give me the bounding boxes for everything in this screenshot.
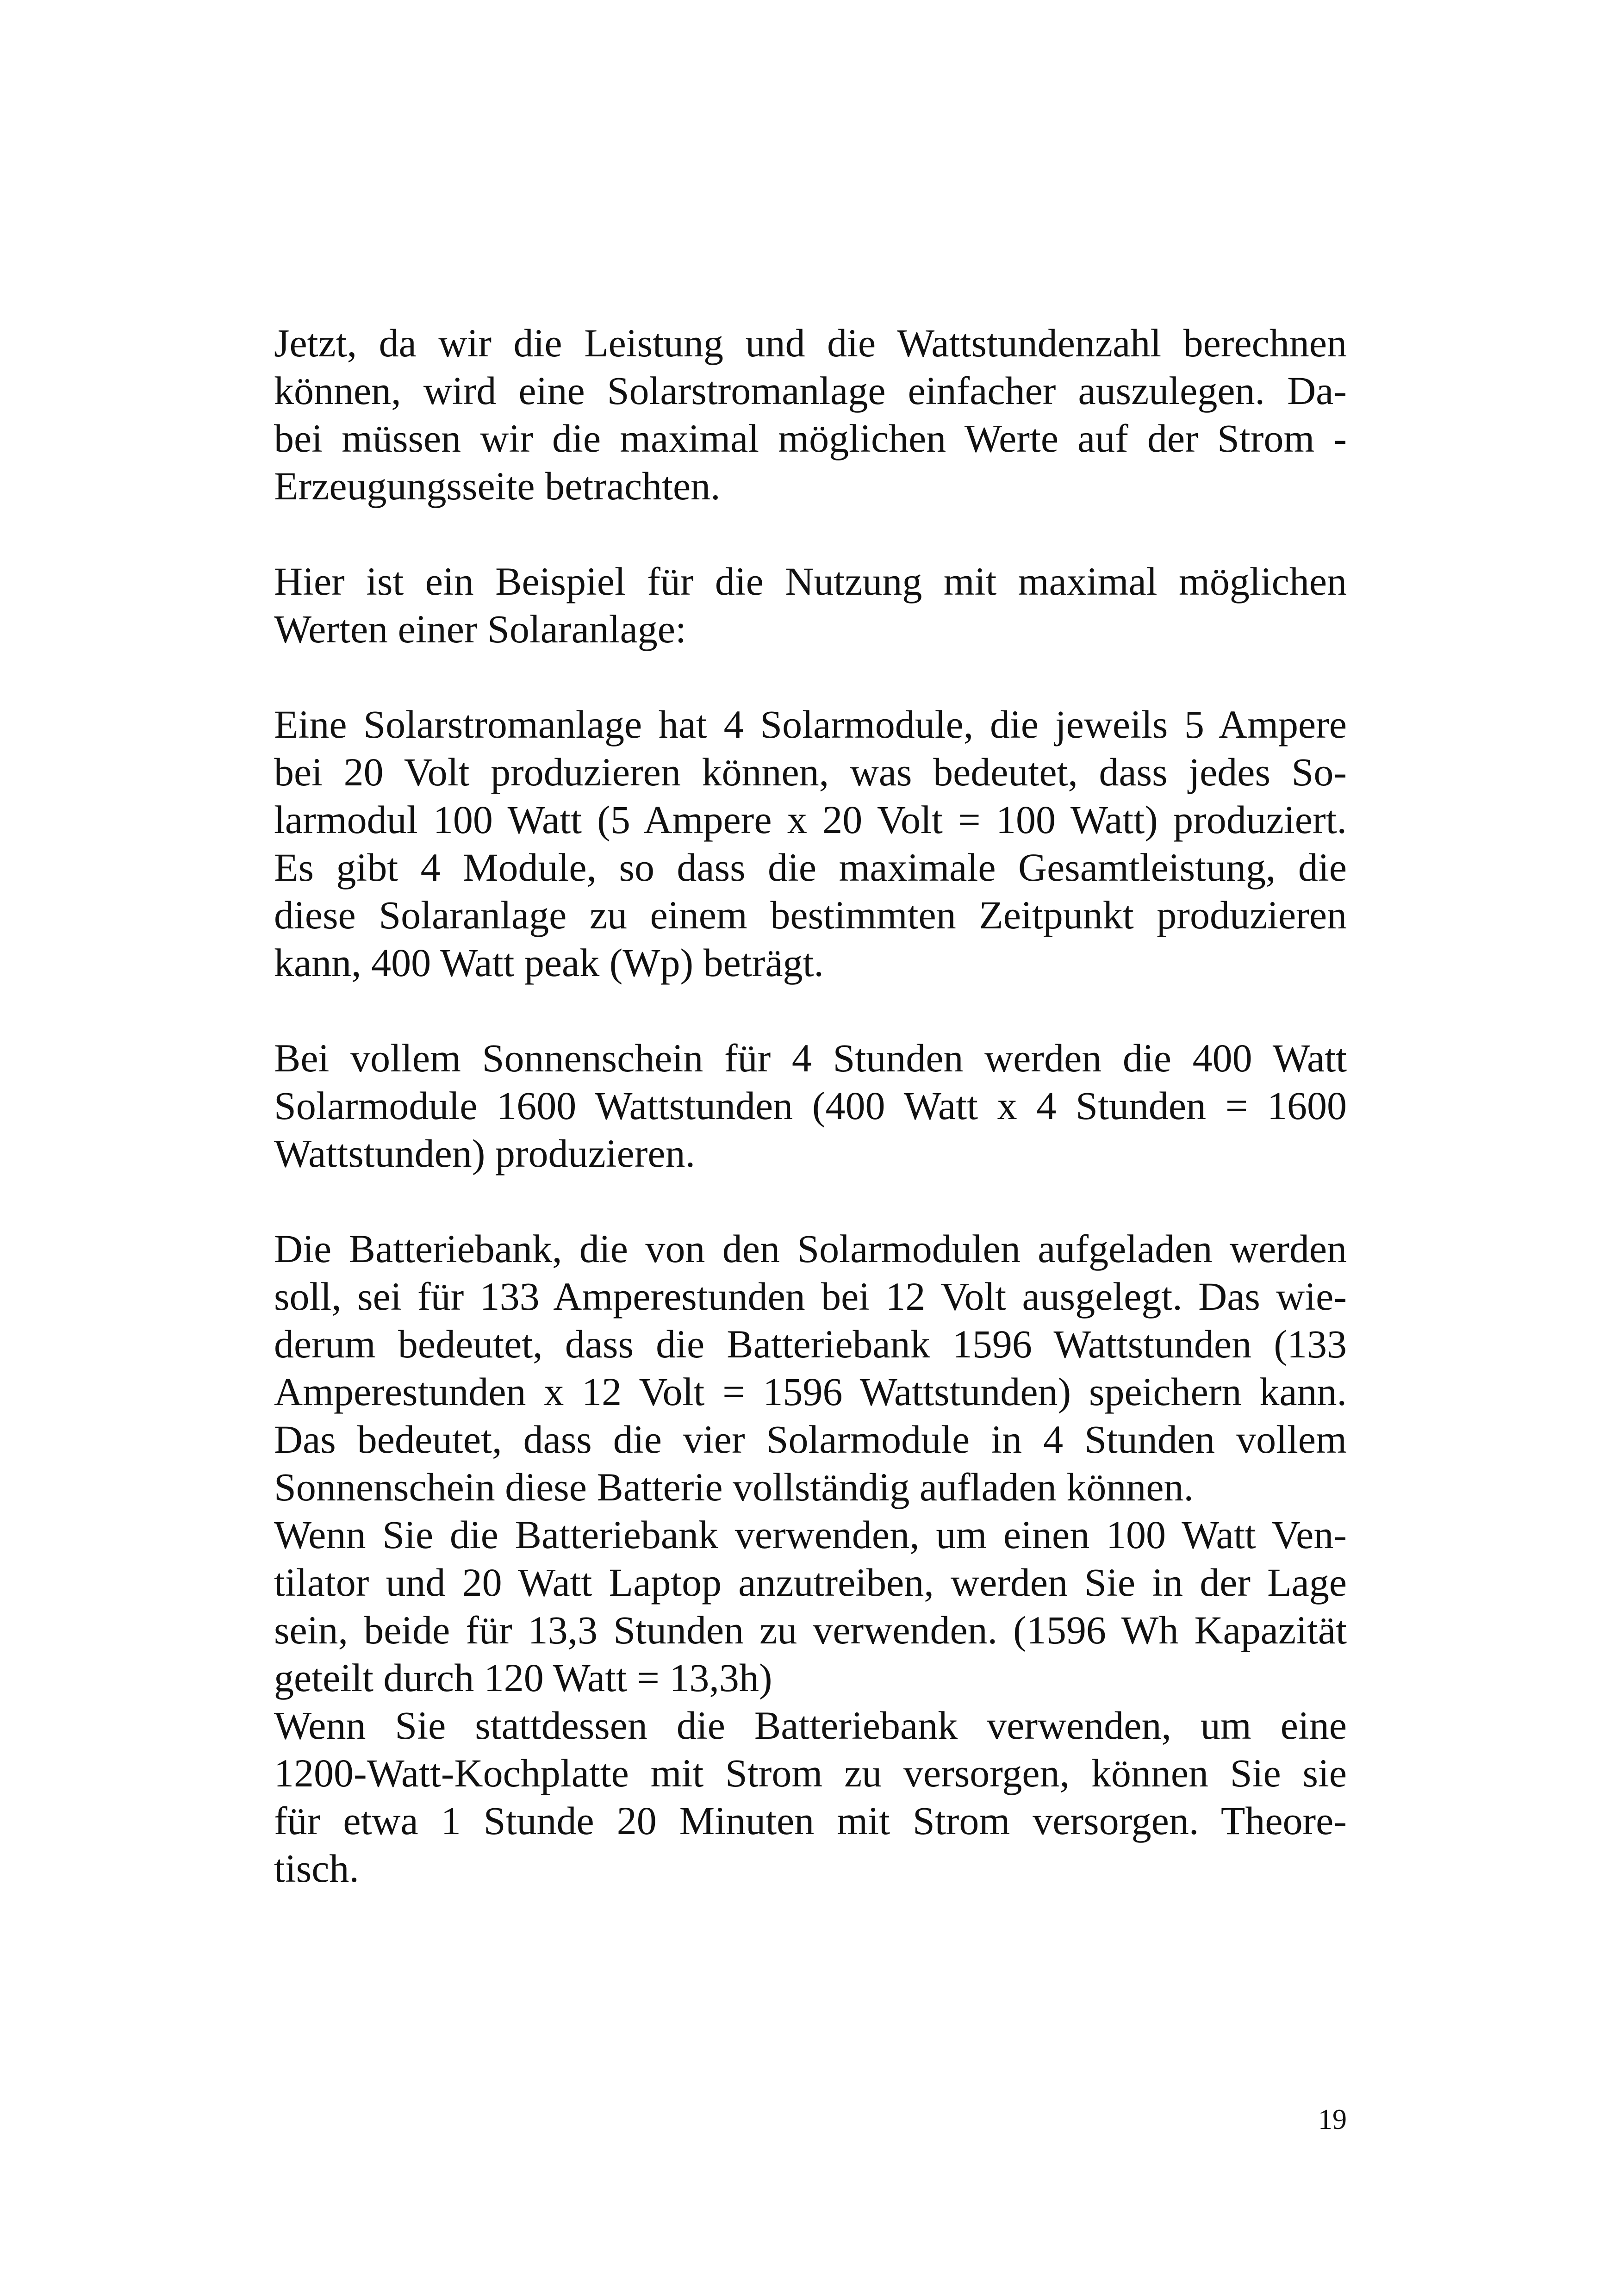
- text-line: Wenn Sie stattdessen die Batteriebank verwenden, um eine: [274, 1703, 1347, 1748]
- text-line: soll, sei für 133 Amperestunden bei 12 Volt ausgelegt. Das wie-: [274, 1274, 1347, 1319]
- page-number: 19: [1318, 2104, 1347, 2135]
- text-line: diese Solaranlage zu einem bestimmten Zeitpunkt produzieren: [274, 893, 1347, 937]
- paragraph-example-intro: [274, 558, 1347, 653]
- text-line: Wenn Sie die Batteriebank verwenden, um einen 100 Watt Ven-: [274, 1512, 1347, 1557]
- body-text: [274, 319, 1347, 1892]
- text-line: sein, beide für 13,3 Stunden zu verwenden. (1596 Wh Kapazität: [274, 1608, 1347, 1652]
- text-line: Sonnenschein diese Batterie vollständig aufladen können.: [274, 1465, 1194, 1509]
- text-line: derum bedeutet, dass die Batteriebank 1596 Wattstunden (133: [274, 1322, 1347, 1366]
- paragraph-battery-bank: [274, 1225, 1347, 1892]
- paragraph-gap: [274, 510, 1347, 558]
- text-line: können, wird eine Solarstromanlage einfacher auszulegen. Da-: [274, 368, 1347, 413]
- text-line: Die Batteriebank, die von den Solarmodulen aufgeladen werden: [274, 1226, 1347, 1271]
- text-line: larmodul 100 Watt (5 Ampere x 20 Volt = 100 Watt) produziert.: [274, 797, 1347, 842]
- paragraph-gap: [274, 987, 1347, 1034]
- paragraph-solar-modules: [274, 701, 1347, 987]
- text-line: Jetzt, da wir die Leistung und die Wattstundenzahl berechnen: [274, 321, 1347, 365]
- text-line: tisch.: [274, 1846, 359, 1891]
- text-line: Werten einer Solaranlage:: [274, 607, 686, 651]
- paragraph-gap: [274, 1177, 1347, 1225]
- text-line: bei 20 Volt produzieren können, was bedeutet, dass jedes So-: [274, 750, 1347, 794]
- text-line: für etwa 1 Stunde 20 Minuten mit Strom versorgen. Theore-: [274, 1798, 1347, 1843]
- text-line: bei müssen wir die maximal möglichen Werte auf der Strom -: [274, 416, 1347, 460]
- text-line: Erzeugungsseite betrachten.: [274, 464, 721, 508]
- text-line: tilator und 20 Watt Laptop anzutreiben, werden Sie in der Lage: [274, 1560, 1347, 1605]
- text-line: Amperestunden x 12 Volt = 1596 Wattstunden) speichern kann.: [274, 1369, 1347, 1414]
- text-line: Bei vollem Sonnenschein für 4 Stunden werden die 400 Watt: [274, 1036, 1347, 1080]
- text-line: Hier ist ein Beispiel für die Nutzung mit maximal möglichen: [274, 559, 1347, 604]
- text-line: Eine Solarstromanlage hat 4 Solarmodule, die jeweils 5 Ampere: [274, 702, 1347, 747]
- text-line: 1200-Watt-Kochplatte mit Strom zu versorgen, können Sie sie: [274, 1751, 1347, 1795]
- text-line: kann, 400 Watt peak (Wp) beträgt.: [274, 940, 824, 985]
- text-line: Es gibt 4 Module, so dass die maximale Gesamtleistung, die: [274, 845, 1347, 890]
- paragraph-gap: [274, 653, 1347, 701]
- text-line: geteilt durch 120 Watt = 13,3h): [274, 1655, 772, 1700]
- paragraph-intro: [274, 319, 1347, 510]
- paragraph-sunshine: [274, 1034, 1347, 1177]
- text-line: Wattstunden) produzieren.: [274, 1131, 696, 1176]
- text-line: Solarmodule 1600 Wattstunden (400 Watt x 4 Stunden = 1600: [274, 1083, 1347, 1128]
- text-line: Das bedeutet, dass die vier Solarmodule in 4 Stunden vollem: [274, 1417, 1347, 1462]
